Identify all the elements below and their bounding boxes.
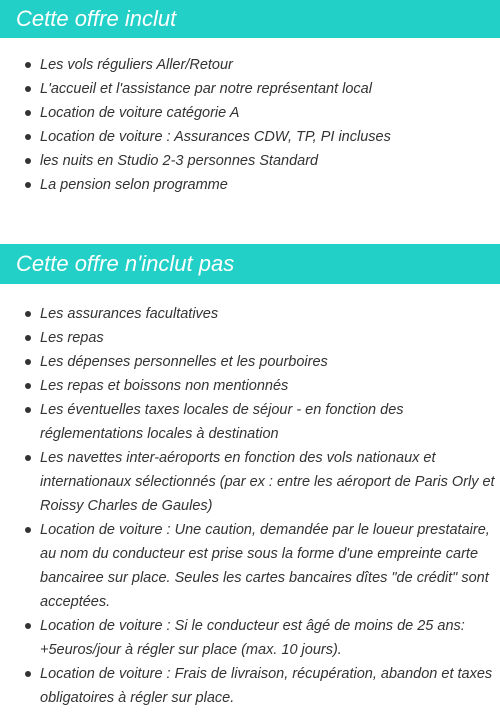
included-item <box>0 149 500 173</box>
bullet-icon <box>25 527 31 533</box>
bullet-icon <box>25 86 31 92</box>
excluded-item-text: Location de voiture : Si le conducteur est âgé de moins de 25 ans: +5euros/jour à régler sur place (max. 10 jours). <box>40 618 465 658</box>
included-section-title: Cette offre inclut <box>0 0 500 38</box>
excluded-item <box>0 518 500 614</box>
excluded-item <box>0 326 500 350</box>
excluded-list <box>0 302 500 710</box>
excluded-item <box>0 614 500 662</box>
excluded-section-title: Cette offre n'inclut pas <box>0 244 500 284</box>
bullet-icon <box>25 134 31 140</box>
included-item-text: Location de voiture : Assurances CDW, TP, PI incluses <box>40 129 391 145</box>
included-list <box>0 53 500 197</box>
included-item <box>0 77 500 101</box>
bullet-icon <box>25 359 31 365</box>
excluded-item <box>0 350 500 374</box>
excluded-item-text: Les navettes inter-aéroports en fonction des vols nationaux et internationaux sélectionnés (par ex : entre les aéroport de Paris Orly et Roissy Charles de Gaules) <box>40 450 495 514</box>
included-item <box>0 173 500 197</box>
included-item <box>0 53 500 77</box>
bullet-icon <box>25 335 31 341</box>
included-item-text: les nuits en Studio 2-3 personnes Standard <box>40 153 319 169</box>
excluded-item-text: Les assurances facultatives <box>40 306 219 322</box>
bullet-icon <box>25 623 31 629</box>
bullet-icon <box>25 407 31 413</box>
included-item-text: Les vols réguliers Aller/Retour <box>40 57 233 73</box>
excluded-item <box>0 302 500 326</box>
excluded-item <box>0 398 500 446</box>
excluded-item <box>0 374 500 398</box>
excluded-item <box>0 662 500 710</box>
excluded-section <box>0 244 500 710</box>
bullet-icon <box>25 671 31 677</box>
excluded-item-text: Les repas <box>40 330 104 346</box>
included-item-text: Location de voiture catégorie A <box>40 105 240 121</box>
bullet-icon <box>25 311 31 317</box>
included-section <box>0 0 500 197</box>
excluded-item <box>0 446 500 518</box>
excluded-item-text: Location de voiture : Une caution, demandée par le loueur prestataire, au nom du conducteur est prise sous la forme d'une empreinte carte bancairee sur place. Seules les cartes bancaires dîtes "de crédit" sont acceptées. <box>40 522 490 610</box>
excluded-item-text: Les éventuelles taxes locales de séjour - en fonction des réglementations locales à destination <box>40 402 404 442</box>
bullet-icon <box>25 383 31 389</box>
included-item <box>0 101 500 125</box>
included-item-text: L'accueil et l'assistance par notre représentant local <box>40 81 372 97</box>
bullet-icon <box>25 158 31 164</box>
excluded-item-text: Location de voiture : Frais de livraison, récupération, abandon et taxes obligatoires à régler sur place. <box>40 666 493 706</box>
excluded-item-text: Les repas et boissons non mentionnés <box>40 378 289 394</box>
bullet-icon <box>25 455 31 461</box>
bullet-icon <box>25 62 31 68</box>
included-item-text: La pension selon programme <box>40 177 228 193</box>
bullet-icon <box>25 182 31 188</box>
excluded-item-text: Les dépenses personnelles et les pourboires <box>40 354 328 370</box>
included-item <box>0 125 500 149</box>
bullet-icon <box>25 110 31 116</box>
